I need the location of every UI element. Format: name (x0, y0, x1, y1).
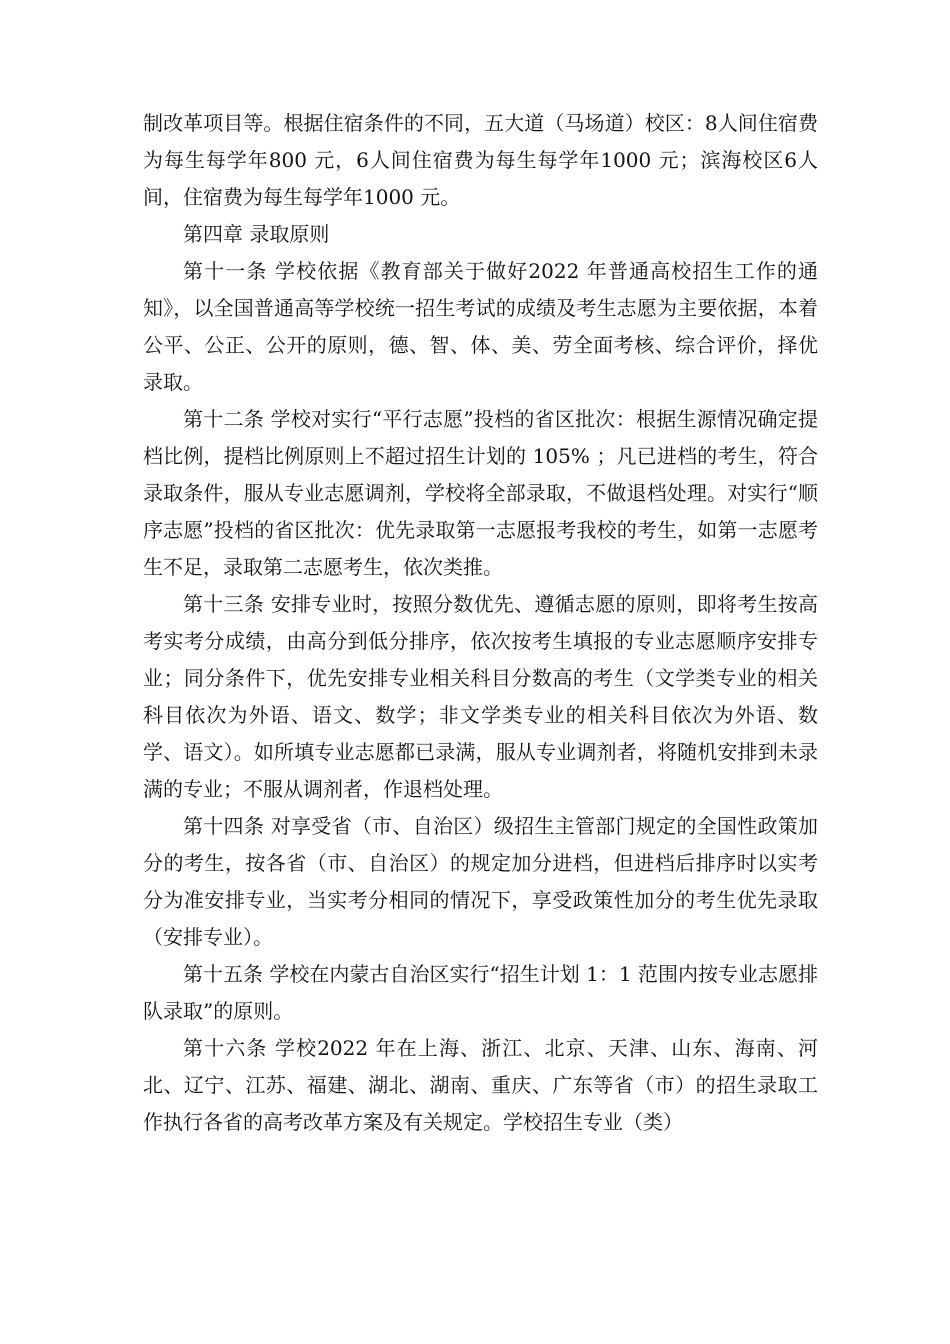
article-12: 第十二条 学校对实行“平行志愿”投档的省区批次：根据生源情况确定提档比例，提档比例原则上不超过招生计划的 105% ；凡已进档的考生，符合录取条件，服从专业志愿调剂，学校将全部录取，不做退档处理。对实行“顺序志愿”投档的省区批次：优先录取第一志愿报考我校的考生，如第一志愿考生不足，录取第二志愿考生，依次类推。 (143, 407, 818, 579)
chapter-heading: 第四章 录取原则 (183, 222, 330, 246)
article-15: 第十五条 学校在内蒙古自治区实行“招生计划 1：1 范围内按专业志愿排队录取”的原则。 (143, 962, 818, 1023)
article-11: 第十一条 学校依据《教育部关于做好2022 年普通高校招生工作的通知》，以全国普通高等学校统一招生考试的成绩及考生志愿为主要依据，本着公平、公正、公开的原则，德、智、体、美、劳全面考核、综合评价，择优录取。 (143, 259, 818, 394)
article-13: 第十三条 安排专业时，按照分数优先、遵循志愿的原则，即将考生按高考实考分成绩，由高分到低分排序，依次按考生填报的专业志愿顺序安排专业；同分条件下，优先安排专业相关科目分数高的考生（文学类专业的相关科目依次为外语、语文、数学；非文学类专业的相关科目依次为外语、数学、语文）。如所填专业志愿都已录满，服从专业调剂者，将随机安排到未录满的专业；不服从调剂者，作退档处理。 (143, 592, 818, 801)
paragraph-accommodation-fees: 制改革项目等。根据住宿条件的不同，五大道（马场道）校区：8人间住宿费为每生每学年800 元，6人间住宿费为每生每学年1000 元；滨海校区6人间，住宿费为每生每学年1000 元。 (143, 111, 818, 209)
article-16: 第十六条 学校2022 年在上海、浙江、北京、天津、山东、海南、河北、辽宁、江苏、福建、湖北、湖南、重庆、广东等省（市）的招生录取工作执行各省的高考改革方案及有关规定。学校招生专业（类） (143, 1036, 818, 1134)
article-14: 第十四条 对享受省（市、自治区）级招生主管部门规定的全国性政策加分的考生，按各省（市、自治区）的规定加分进档，但进档后排序时以实考分为准安排专业，当实考分相同的情况下，享受政策性加分的考生优先录取（安排专业）。 (143, 814, 818, 949)
